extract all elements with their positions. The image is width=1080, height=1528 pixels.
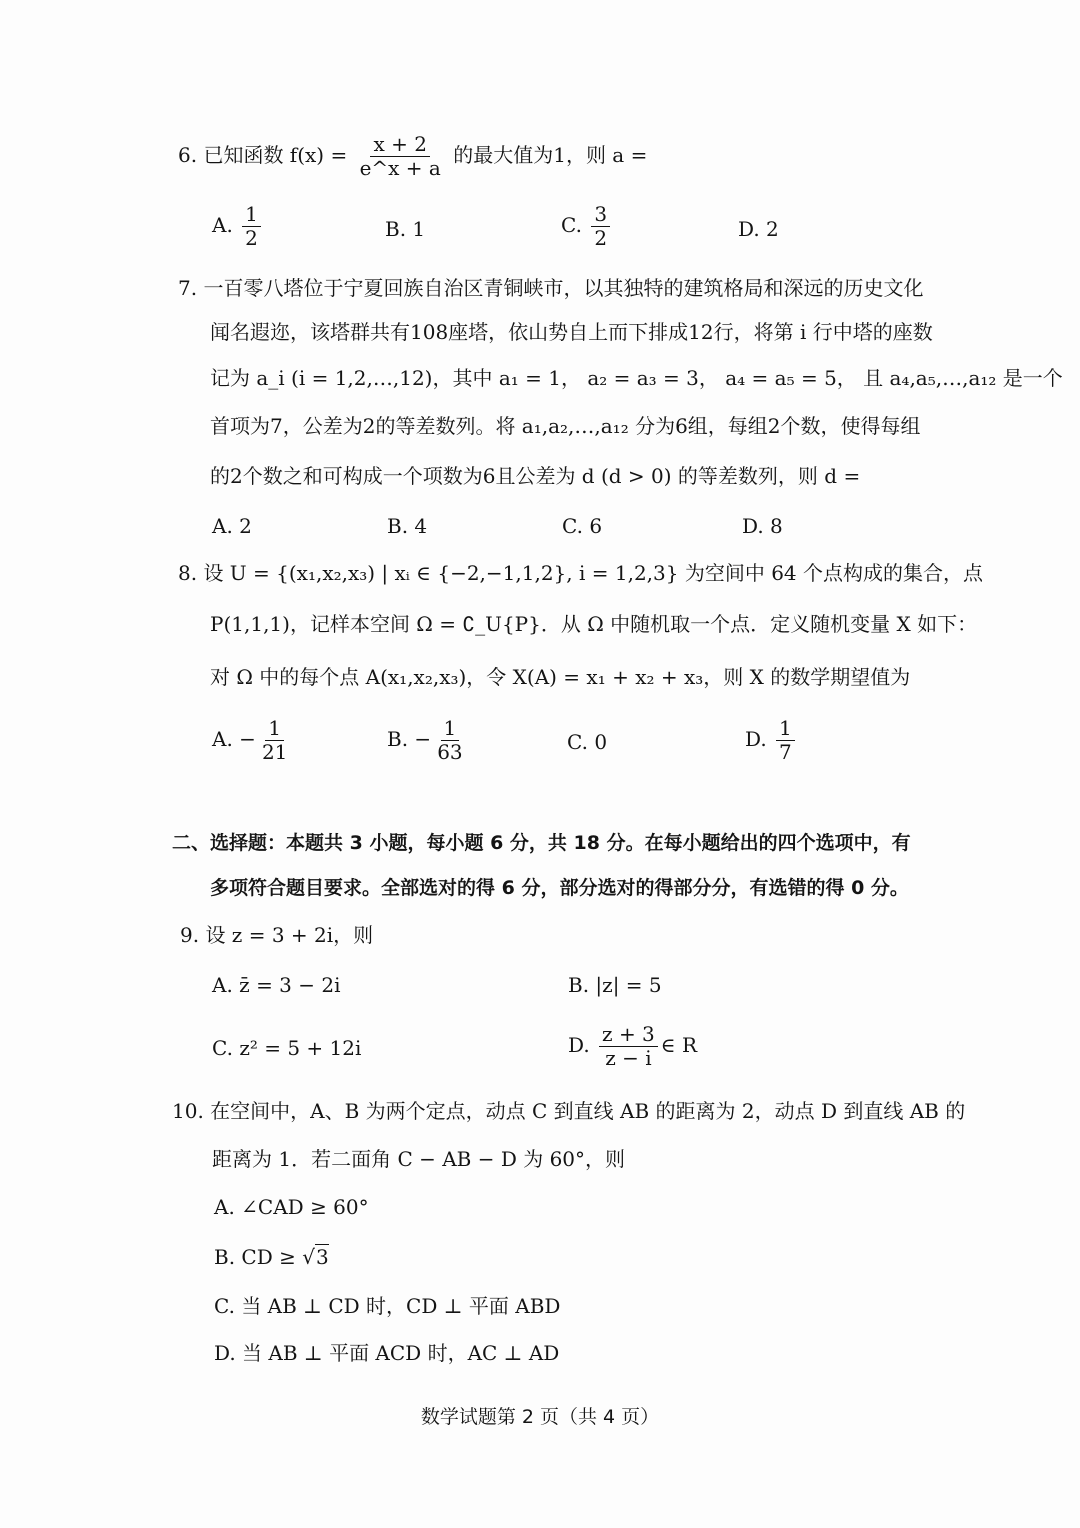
option-d <box>738 217 779 241</box>
question-text: 设 z = 3 + 2i，则 <box>205 923 374 947</box>
option-label: D. <box>568 1033 590 1057</box>
option-c <box>561 204 613 249</box>
option-value: 2 <box>766 217 779 241</box>
option-value: ∠CAD ≥ 60° <box>241 1195 369 1219</box>
fraction-denominator: 21 <box>261 740 288 764</box>
option-value: 0 <box>594 730 608 754</box>
option-value: 当 AB ⊥ CD 时，CD ⊥ 平面 ABD <box>241 1294 561 1318</box>
fraction <box>591 204 610 249</box>
option-label: A. <box>212 727 233 751</box>
fraction-numerator: 1 <box>441 718 460 741</box>
option-label: C. <box>562 514 583 538</box>
option-label: B. <box>387 727 409 751</box>
question-7-line <box>178 276 923 300</box>
option-b <box>385 217 425 241</box>
option-value: 1 <box>412 217 426 241</box>
option-value: 2 <box>239 514 252 538</box>
option-c <box>212 1036 361 1060</box>
option-value: 8 <box>770 514 783 538</box>
option-value: 6 <box>589 514 603 538</box>
option-a <box>212 718 293 763</box>
option-c <box>567 730 607 754</box>
sqrt-radicand: 3 <box>315 1245 329 1269</box>
option-d <box>568 1024 697 1069</box>
fraction <box>599 1024 658 1069</box>
fraction-numerator: 1 <box>776 718 795 741</box>
question-text: 一百零八塔位于宁夏回族自治区青铜峡市，以其独特的建筑格局和深远的历史文化 <box>203 276 924 300</box>
fraction <box>776 718 795 763</box>
minus-sign: − <box>239 727 256 751</box>
question-8-line <box>178 561 983 585</box>
question-number: 9. <box>180 923 200 947</box>
question-10-line <box>172 1099 965 1123</box>
option-a <box>214 1195 369 1219</box>
option-b <box>387 718 469 763</box>
option-label: D. <box>738 217 760 241</box>
fraction <box>434 718 465 763</box>
section-header: 多项符合题目要求。全部选对的得 6 分，部分选对的得部分分，有选错的得 0 分。 <box>210 877 909 899</box>
option-value: z² = 5 + 12i <box>239 1036 362 1060</box>
minus-sign: − <box>414 727 432 751</box>
option-label: D. <box>742 514 764 538</box>
option-value: 4 <box>414 514 428 538</box>
question-10-line: 距离为 1．若二面角 C − AB − D 为 60°，则 <box>212 1147 626 1171</box>
question-7-line: 首项为7，公差为2的等差数列。将 a₁,a₂,…,a₁₂ 分为6组，每组2个数，使得每组 <box>210 414 921 438</box>
page-footer: 数学试题第 2 页（共 4 页） <box>420 1406 660 1428</box>
option-value: CD ≥ √3 <box>241 1245 329 1269</box>
option-label: D. <box>745 727 767 751</box>
section-header: 二、选择题：本题共 3 小题，每小题 6 分，共 18 分。在每小题给出的四个选项中，有 <box>172 832 911 854</box>
question-7-line: 记为 a_i (i = 1,2,…,12)，其中 a₁ = 1， a₂ = a₃ = 3， a₄ = a₅ = 5， 且 a₄,a₅,…,a₁₂ 是一个 <box>210 366 1063 390</box>
fraction <box>357 134 444 179</box>
option-label: C. <box>212 1036 233 1060</box>
option-label: B. <box>387 514 409 538</box>
fraction-denominator: 63 <box>437 740 463 764</box>
fraction <box>242 204 261 249</box>
option-label: A. <box>212 213 233 237</box>
question-9-stem <box>180 923 373 947</box>
question-7-line: 的2个数之和可构成一个项数为6且公差为 d (d > 0) 的等差数列，则 d = <box>210 464 861 488</box>
question-8-line: P(1,1,1)，记样本空间 Ω = ∁_U{P}．从 Ω 中随机取一个点．定义随机变量 X 如下： <box>210 612 978 636</box>
question-text: 的最大值为1，则 a = <box>453 143 648 167</box>
fraction-denominator: 2 <box>245 226 258 250</box>
option-value: 当 AB ⊥ 平面 ACD 时，AC ⊥ AD <box>242 1341 560 1365</box>
question-text: 设 U = {(x₁,x₂,x₃) | xᵢ ∈ {−2,−1,1,2}, i = 1,2,3} 为空间中 64 个点构成的集合，点 <box>203 561 984 585</box>
option-label: D. <box>214 1341 236 1365</box>
fraction-denominator: e^x + a <box>359 156 441 180</box>
option-d <box>745 718 798 763</box>
option-label: B. <box>214 1245 236 1269</box>
option-a <box>212 204 264 249</box>
option-value: |z| = 5 <box>595 973 662 997</box>
fraction-numerator: 3 <box>591 204 610 227</box>
option-label: A. <box>214 1195 235 1219</box>
option-text: CD ≥ <box>241 1245 303 1269</box>
option-c <box>562 514 602 538</box>
question-number: 10. <box>172 1099 204 1123</box>
fraction-numerator: x + 2 <box>370 134 429 157</box>
fraction-denominator: 2 <box>594 226 608 250</box>
fraction-numerator: 1 <box>265 718 284 741</box>
fraction-numerator: z + 3 <box>599 1024 658 1047</box>
option-label: B. <box>568 973 590 997</box>
option-d <box>214 1341 559 1365</box>
fraction-denominator: 7 <box>779 740 792 764</box>
option-b <box>387 514 427 538</box>
option-b <box>568 973 662 997</box>
question-text: 在空间中，A、B 为两个定点，动点 C 到直线 AB 的距离为 2，动点 D 到直线 AB 的 <box>210 1099 966 1123</box>
option-label: B. <box>385 217 407 241</box>
fraction-denominator: z − i <box>605 1046 652 1070</box>
question-number: 6. <box>178 143 198 167</box>
question-number: 8. <box>178 561 198 585</box>
question-7-line: 闻名遐迩，该塔群共有108座塔，依山势自上而下排成12行，将第 i 行中塔的座数 <box>210 320 933 344</box>
question-text: 已知函数 f(x) = <box>203 143 348 167</box>
fraction-numerator: 1 <box>242 204 261 227</box>
fraction <box>259 718 290 763</box>
question-number: 7. <box>178 276 198 300</box>
option-label: A. <box>212 514 233 538</box>
option-c <box>214 1294 560 1318</box>
option-label: C. <box>214 1294 235 1318</box>
option-label: C. <box>561 213 582 237</box>
option-b <box>214 1245 329 1269</box>
option-label: A. <box>212 973 233 997</box>
option-a <box>212 514 252 538</box>
option-label: C. <box>567 730 588 754</box>
option-value: ∈ R <box>660 1033 698 1057</box>
option-d <box>742 514 783 538</box>
question-8-line: 对 Ω 中的每个点 A(x₁,x₂,x₃)，令 X(A) = x₁ + x₂ + x₃，则 X 的数学期望值为 <box>210 665 911 689</box>
question-6-stem <box>178 134 647 179</box>
option-a <box>212 973 341 997</box>
option-value: z̄ = 3 − 2i <box>239 973 341 997</box>
